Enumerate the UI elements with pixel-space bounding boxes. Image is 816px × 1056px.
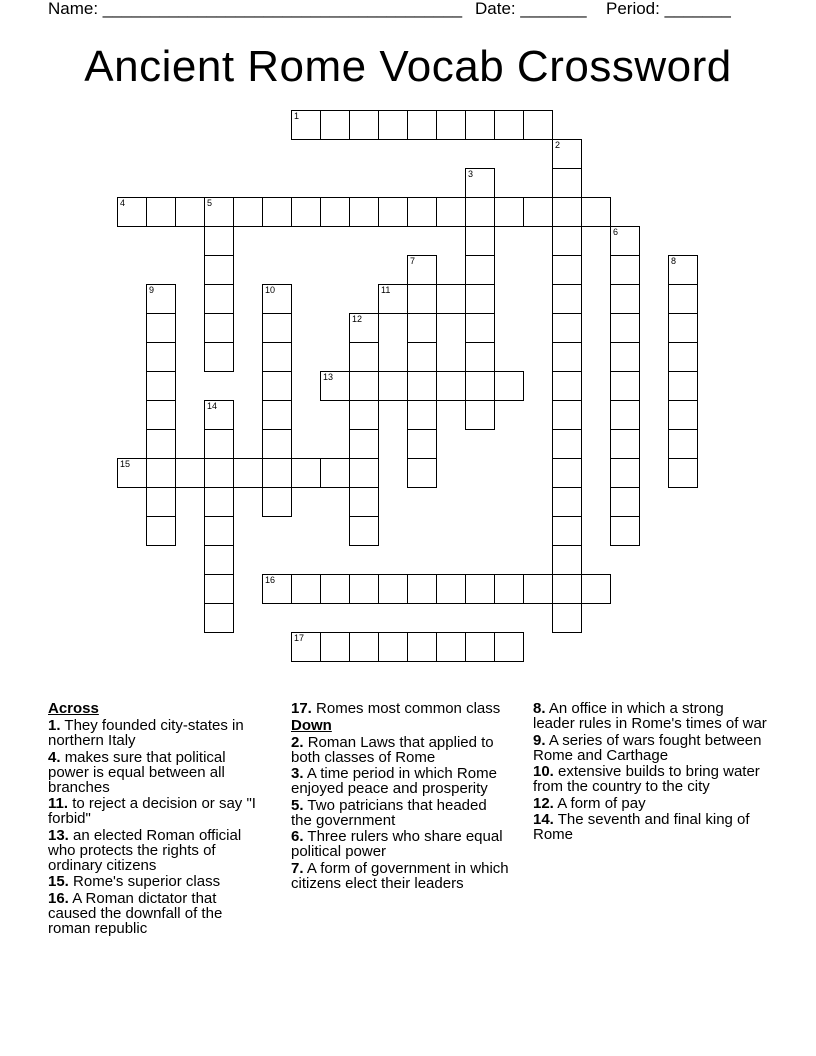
grid-cell[interactable] (262, 574, 292, 604)
grid-cell[interactable] (610, 458, 640, 488)
clue-across-15: 15. Rome's superior class (48, 873, 221, 890)
grid-cell[interactable] (291, 197, 321, 227)
clues-column-3 (533, 701, 769, 844)
grid-cell[interactable] (610, 400, 640, 430)
grid-cell[interactable] (610, 226, 640, 256)
grid-cell[interactable] (552, 458, 582, 488)
grid-cell[interactable] (262, 400, 292, 430)
grid-cell[interactable] (552, 168, 582, 198)
grid-cell[interactable] (349, 632, 379, 662)
cell-number: 10 (265, 285, 276, 295)
grid-cell[interactable] (465, 197, 495, 227)
clue-across-11: 11. to reject a decision or say "I forbid" (48, 795, 256, 827)
grid-cell[interactable] (610, 487, 640, 517)
grid-cell[interactable] (581, 197, 611, 227)
page-title: Ancient Rome Vocab Crossword (84, 42, 732, 91)
cell-number: 13 (323, 372, 334, 382)
grid-cell[interactable] (175, 197, 205, 227)
grid-cell[interactable] (262, 313, 292, 343)
grid-cell[interactable] (407, 400, 437, 430)
grid-cell[interactable] (262, 342, 292, 372)
clues-column-1 (48, 701, 268, 937)
cell-number: 2 (555, 140, 561, 150)
grid-cell[interactable] (407, 284, 437, 314)
grid-cell[interactable] (668, 255, 698, 285)
grid-cell[interactable] (204, 487, 234, 517)
grid-cell[interactable] (146, 313, 176, 343)
grid-cell[interactable] (262, 284, 292, 314)
grid-cell[interactable] (668, 371, 698, 401)
grid-cell[interactable] (320, 632, 350, 662)
clues-column-2 (291, 701, 509, 892)
clue-down-7: 7. A form of government in which citizens elect their leaders (291, 859, 509, 892)
grid-cell[interactable] (552, 342, 582, 372)
cell-number: 8 (671, 256, 677, 266)
grid-cell[interactable] (494, 197, 524, 227)
grid-cell[interactable] (610, 516, 640, 546)
grid-cell[interactable] (552, 400, 582, 430)
grid-cell[interactable] (465, 371, 495, 401)
grid-cell[interactable] (436, 574, 466, 604)
grid-cell[interactable] (465, 255, 495, 285)
clue-across-17: 17. Romes most common class (291, 700, 501, 717)
cell-number: 4 (120, 198, 126, 208)
grid-cell[interactable] (291, 574, 321, 604)
grid-cell[interactable] (436, 197, 466, 227)
grid-cell[interactable] (465, 313, 495, 343)
grid-cell[interactable] (552, 603, 582, 633)
grid-cell[interactable] (668, 342, 698, 372)
grid-cell[interactable] (349, 313, 379, 343)
grid-cell[interactable] (407, 632, 437, 662)
grid-cell[interactable] (610, 255, 640, 285)
clue-down-9: 9. A series of wars fought between Rome and Carthage (533, 731, 762, 764)
grid-cell[interactable] (552, 487, 582, 517)
cell-number: 3 (468, 169, 474, 179)
grid-cell[interactable] (204, 574, 234, 604)
cell-number: 5 (207, 198, 213, 208)
cell-number: 14 (207, 401, 218, 411)
name-field[interactable]: Name: ______________________________________ (48, 0, 463, 18)
date-field[interactable]: Date: _______ (475, 0, 587, 18)
grid-cell[interactable] (407, 458, 437, 488)
grid-cell[interactable] (552, 516, 582, 546)
grid-cell[interactable] (349, 110, 379, 140)
grid-cell[interactable] (668, 429, 698, 459)
across-heading: Across (48, 700, 99, 717)
grid-cell[interactable] (233, 197, 263, 227)
grid-cell[interactable] (378, 574, 408, 604)
grid-cell[interactable] (407, 313, 437, 343)
grid-cell[interactable] (407, 371, 437, 401)
cell-number: 12 (352, 314, 363, 324)
grid-cell[interactable] (204, 603, 234, 633)
grid-cell[interactable] (407, 342, 437, 372)
grid-cell[interactable] (552, 284, 582, 314)
grid-cell[interactable] (320, 110, 350, 140)
grid-cell[interactable] (523, 110, 553, 140)
grid-cell[interactable] (494, 632, 524, 662)
grid-cell[interactable] (349, 458, 379, 488)
grid-cell[interactable] (146, 487, 176, 517)
grid-cell[interactable] (552, 139, 582, 169)
grid-cell[interactable] (320, 574, 350, 604)
grid-cell[interactable] (204, 197, 234, 227)
grid-cell[interactable] (146, 197, 176, 227)
grid-cell[interactable] (204, 545, 234, 575)
grid-cell[interactable] (465, 400, 495, 430)
grid-cell[interactable] (494, 110, 524, 140)
grid-cell[interactable] (407, 110, 437, 140)
grid-cell[interactable] (204, 255, 234, 285)
grid-cell[interactable] (407, 197, 437, 227)
grid-cell[interactable] (349, 371, 379, 401)
grid-cell[interactable] (204, 516, 234, 546)
cell-number: 7 (410, 256, 416, 266)
grid-cell[interactable] (204, 284, 234, 314)
grid-cell[interactable] (494, 574, 524, 604)
grid-cell[interactable] (204, 400, 234, 430)
clue-down-6: 6. Three rulers who share equal political power (291, 828, 503, 860)
cell-number: 17 (294, 633, 305, 643)
grid-cell[interactable] (668, 313, 698, 343)
grid-cell[interactable] (349, 342, 379, 372)
clue-across-1: 1. They founded city-states in northern Italy (48, 717, 244, 749)
grid-cell[interactable] (146, 400, 176, 430)
cell-number: 6 (613, 227, 619, 237)
grid-cell[interactable] (668, 284, 698, 314)
grid-cell[interactable] (291, 632, 321, 662)
grid-cell[interactable] (204, 429, 234, 459)
grid-cell[interactable] (233, 458, 263, 488)
grid-cell[interactable] (407, 255, 437, 285)
grid-cell[interactable] (552, 226, 582, 256)
clue-down-12: 12. A form of pay (533, 794, 646, 812)
grid-cell[interactable] (349, 487, 379, 517)
grid-cell[interactable] (610, 429, 640, 459)
grid-cell[interactable] (610, 284, 640, 314)
grid-cell[interactable] (581, 574, 611, 604)
grid-cell[interactable] (523, 574, 553, 604)
grid-cell[interactable] (262, 197, 292, 227)
grid-cell[interactable] (465, 168, 495, 198)
cell-number: 16 (265, 575, 276, 585)
grid-cell[interactable] (552, 429, 582, 459)
grid-cell[interactable] (465, 226, 495, 256)
grid-cell[interactable] (320, 458, 350, 488)
grid-cell[interactable] (465, 110, 495, 140)
grid-cell[interactable] (262, 429, 292, 459)
grid-cell[interactable] (320, 371, 350, 401)
grid-cell[interactable] (610, 371, 640, 401)
clue-across-13: 13. an elected Roman official who protects the rights of ordinary citizens (48, 826, 242, 874)
grid-cell[interactable] (204, 342, 234, 372)
grid-cell[interactable] (465, 632, 495, 662)
grid-cell[interactable] (378, 284, 408, 314)
grid-cell[interactable] (146, 342, 176, 372)
down-heading: Down (291, 716, 332, 734)
grid-cell[interactable] (262, 458, 292, 488)
clue-down-5: 5. Two patricians that headed the government (291, 796, 487, 829)
grid-cell[interactable] (610, 342, 640, 372)
grid-cell[interactable] (378, 110, 408, 140)
cell-number: 1 (294, 111, 300, 121)
grid-cell[interactable] (349, 516, 379, 546)
grid-cell[interactable] (146, 284, 176, 314)
cell-number: 9 (149, 285, 155, 295)
grid-cell[interactable] (378, 632, 408, 662)
grid-cell[interactable] (349, 197, 379, 227)
grid-cell[interactable] (262, 371, 292, 401)
grid-cell[interactable] (349, 400, 379, 430)
grid-cell[interactable] (146, 516, 176, 546)
grid-cell[interactable] (436, 110, 466, 140)
grid-cell[interactable] (320, 197, 350, 227)
period-field[interactable]: Period: _______ (606, 0, 731, 18)
grid-cell[interactable] (552, 545, 582, 575)
grid-cell[interactable] (146, 429, 176, 459)
clue-across-16: 16. A Roman dictator that caused the downfall of the roman republic (48, 889, 223, 937)
grid-cell[interactable] (349, 429, 379, 459)
grid-cell[interactable] (378, 371, 408, 401)
grid-cell[interactable] (204, 458, 234, 488)
grid-cell[interactable] (668, 400, 698, 430)
grid-cell[interactable] (291, 110, 321, 140)
clue-down-2: 2. Roman Laws that applied to both classes of Rome (291, 733, 494, 766)
grid-cell[interactable] (146, 458, 176, 488)
grid-cell[interactable] (610, 313, 640, 343)
grid-cell[interactable] (465, 342, 495, 372)
grid-cell[interactable] (465, 574, 495, 604)
grid-cell[interactable] (436, 632, 466, 662)
clue-across-4: 4. makes sure that political power is equal between all branches (48, 748, 226, 796)
grid-cell[interactable] (204, 313, 234, 343)
grid-cell[interactable] (407, 574, 437, 604)
grid-cell[interactable] (552, 313, 582, 343)
grid-cell[interactable] (407, 429, 437, 459)
grid-cell[interactable] (436, 371, 466, 401)
cell-number: 11 (381, 285, 391, 295)
grid-cell[interactable] (204, 226, 234, 256)
grid-cell[interactable] (552, 255, 582, 285)
grid-cell[interactable] (117, 197, 147, 227)
grid-cell[interactable] (262, 487, 292, 517)
grid-cell[interactable] (465, 284, 495, 314)
cell-number: 15 (120, 459, 131, 469)
grid-cell[interactable] (523, 197, 553, 227)
grid-cell[interactable] (291, 458, 321, 488)
grid-cell[interactable] (668, 458, 698, 488)
clue-down-8: 8. An office in which a strong leader rules in Rome's times of war (533, 700, 767, 732)
grid-cell[interactable] (349, 574, 379, 604)
clue-down-10: 10. extensive builds to bring water from the country to the city (533, 763, 760, 795)
clue-down-3: 3. A time period in which Rome enjoyed peace and prosperity (291, 765, 497, 797)
grid-cell[interactable] (175, 458, 205, 488)
grid-cell[interactable] (552, 371, 582, 401)
grid-cell[interactable] (146, 371, 176, 401)
grid-cell[interactable] (117, 458, 147, 488)
grid-cell[interactable] (552, 197, 582, 227)
grid-cell[interactable] (552, 574, 582, 604)
clue-down-14: 14. The seventh and final king of Rome (533, 811, 750, 843)
grid-cell[interactable] (494, 371, 524, 401)
grid-cell[interactable] (436, 284, 466, 314)
grid-cell[interactable] (378, 197, 408, 227)
